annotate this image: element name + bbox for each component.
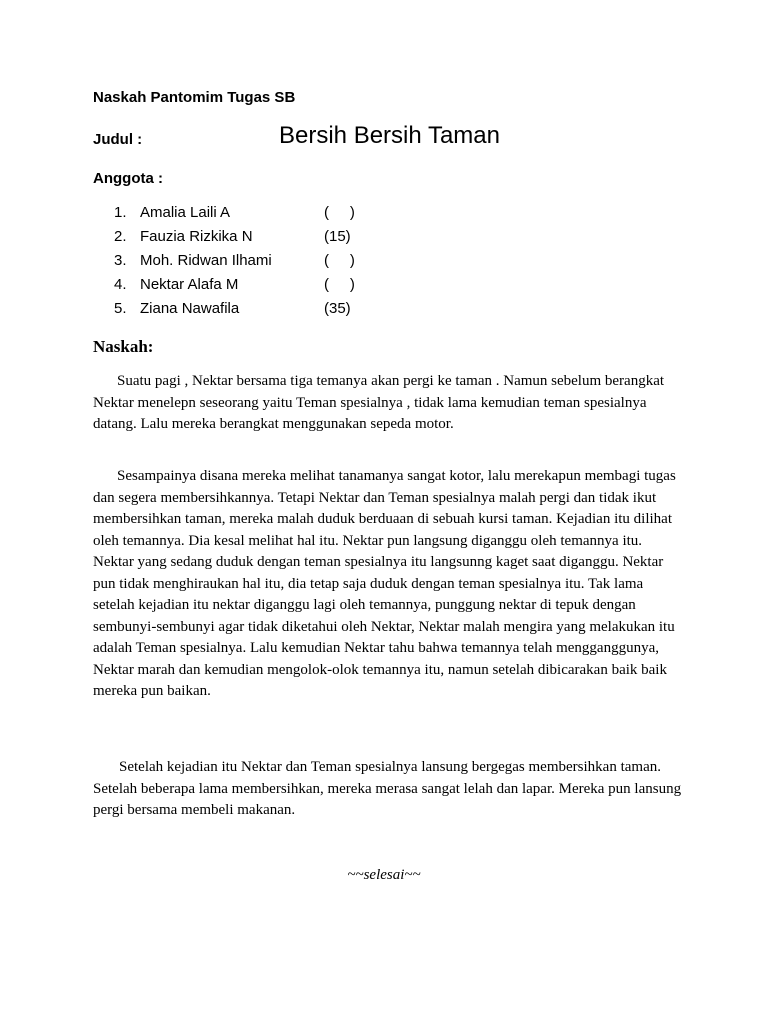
member-score: (35): [324, 300, 351, 317]
closing-text: ~~selesai~~: [347, 867, 421, 883]
member-item: [0, 228, 768, 252]
member-number: 3.: [114, 252, 127, 269]
judul-label: Judul :: [93, 131, 143, 148]
member-number: 1.: [114, 204, 127, 221]
member-name: Fauzia Rizkika N: [140, 228, 253, 245]
story-paragraph: Suatu pagi , Nektar bersama tiga temanya akan pergi ke taman . Namun sebelum berangkat Nektar menelepn seseorang yaitu Teman spesialnya , tidak lama kemudian teman spesialnya datang. Lalu mereka berangkat menggunakan sepeda motor.: [93, 373, 665, 432]
anggota-label: Anggota :: [93, 170, 163, 187]
member-name: Amalia Laili A: [140, 204, 231, 221]
judul-title: Bersih Bersih Taman: [279, 122, 500, 149]
member-score: ( ): [324, 276, 355, 293]
member-score: ( ): [324, 252, 355, 269]
member-item: [0, 276, 768, 300]
member-score: ( ): [324, 204, 355, 221]
member-name: Nektar Alafa M: [140, 276, 239, 293]
story-paragraph: Sesampainya disana mereka melihat tanamanya sangat kotor, lalu merekapun membagi tugas dan segera membersihkannya. Tetapi Nektar dan Teman spesialnya malah pergi dan tidak ikut membersihkan taman, mereka malah duduk berduaan di sebuah kursi taman. Kejadian itu dilihat oleh temannya. Dia kesal melihat hal itu. Nektar pun langsung diganggu oleh temannya itu. Nektar yang sedang duduk dengan teman spesialnya itu langsunng kaget saat diganggu. Nektar pun tidak menghiraukan hal itu, dia tetap saja duduk dengan teman spesialnya itu. Tak lama setelah kejadian itu nektar diganggu lagi oleh temannya, punggung nektar di tepuk dengan sembunyi-sembunyi agar tidak diketahui oleh Nektar, Nektar malah mengira yang melakukan itu adalah Teman spesialnya. Lalu kemudian Nektar tahu bahwa temannya telah mengganggunya, Nektar marah dan kemudian mengolok-olok temannya itu, namun setelah dibicarakan baik baik mereka pun baikan.: [93, 468, 676, 699]
member-name: Moh. Ridwan Ilhami: [140, 252, 272, 269]
naskah-heading: Naskah:: [93, 337, 154, 356]
member-list: [0, 204, 768, 324]
member-item: [0, 252, 768, 276]
member-number: 2.: [114, 228, 127, 245]
member-number: 5.: [114, 300, 127, 317]
member-item: [0, 300, 768, 324]
story-paragraph: Setelah kejadian itu Nektar dan Teman spesialnya lansung bergegas membersihkan taman. Setelah beberapa lama membersihkan, mereka merasa sangat lelah dan lapar. Mereka pun lansung pergi bersama membeli makanan.: [93, 759, 682, 818]
member-score: (15): [324, 228, 351, 245]
document-heading: Naskah Pantomim Tugas SB: [93, 89, 296, 106]
member-number: 4.: [114, 276, 127, 293]
member-name: Ziana Nawafila: [140, 300, 240, 317]
member-item: [0, 204, 768, 228]
